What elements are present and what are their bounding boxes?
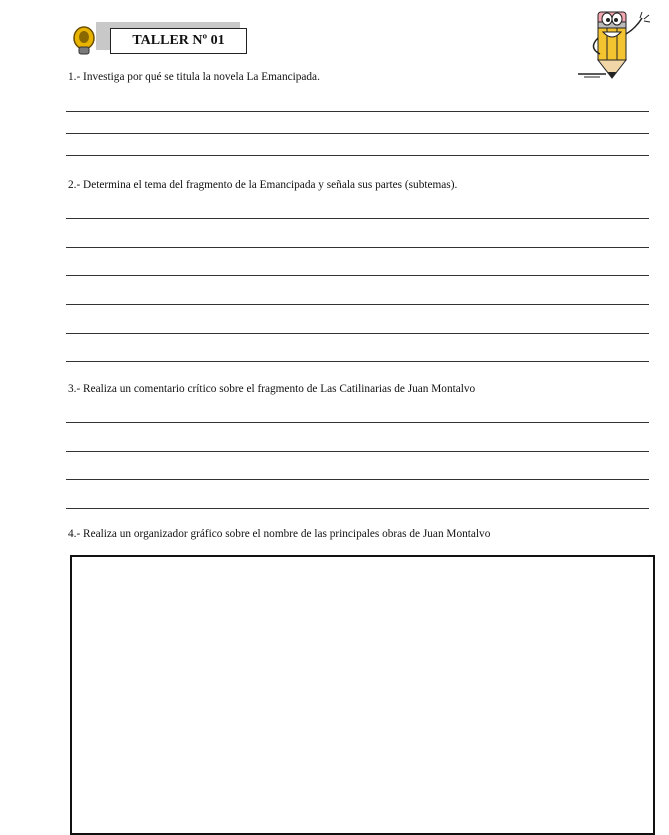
answer-line[interactable] xyxy=(66,111,649,112)
pencil-mascot-icon xyxy=(576,4,656,80)
answer-line[interactable] xyxy=(66,218,649,219)
page-title: TALLER Nº 01 xyxy=(110,28,247,54)
question-4: 4.- Realiza un organizador gráfico sobre el nombre de las principales obras de Juan Montalvo xyxy=(68,528,491,540)
answer-line[interactable] xyxy=(66,508,649,509)
question-3: 3.- Realiza un comentario crítico sobre el fragmento de Las Catilinarias de Juan Montalvo xyxy=(68,383,476,395)
answer-line[interactable] xyxy=(66,247,649,248)
answer-line[interactable] xyxy=(66,361,649,362)
answer-line[interactable] xyxy=(66,479,649,480)
question-2: 2.- Determina el tema del fragmento de la Emancipada y señala sus partes (subtemas). xyxy=(68,179,458,191)
answer-line[interactable] xyxy=(66,275,649,276)
answer-line[interactable] xyxy=(66,333,649,334)
answer-line[interactable] xyxy=(66,451,649,452)
graphic-organizer-box[interactable] xyxy=(70,555,655,835)
answer-line[interactable] xyxy=(66,422,649,423)
answer-line[interactable] xyxy=(66,133,649,134)
lightbulb-icon xyxy=(72,26,98,56)
question-1: 1.- Investiga por qué se titula la novela La Emancipada. xyxy=(68,71,320,83)
answer-line[interactable] xyxy=(66,304,649,305)
answer-line[interactable] xyxy=(66,155,649,156)
